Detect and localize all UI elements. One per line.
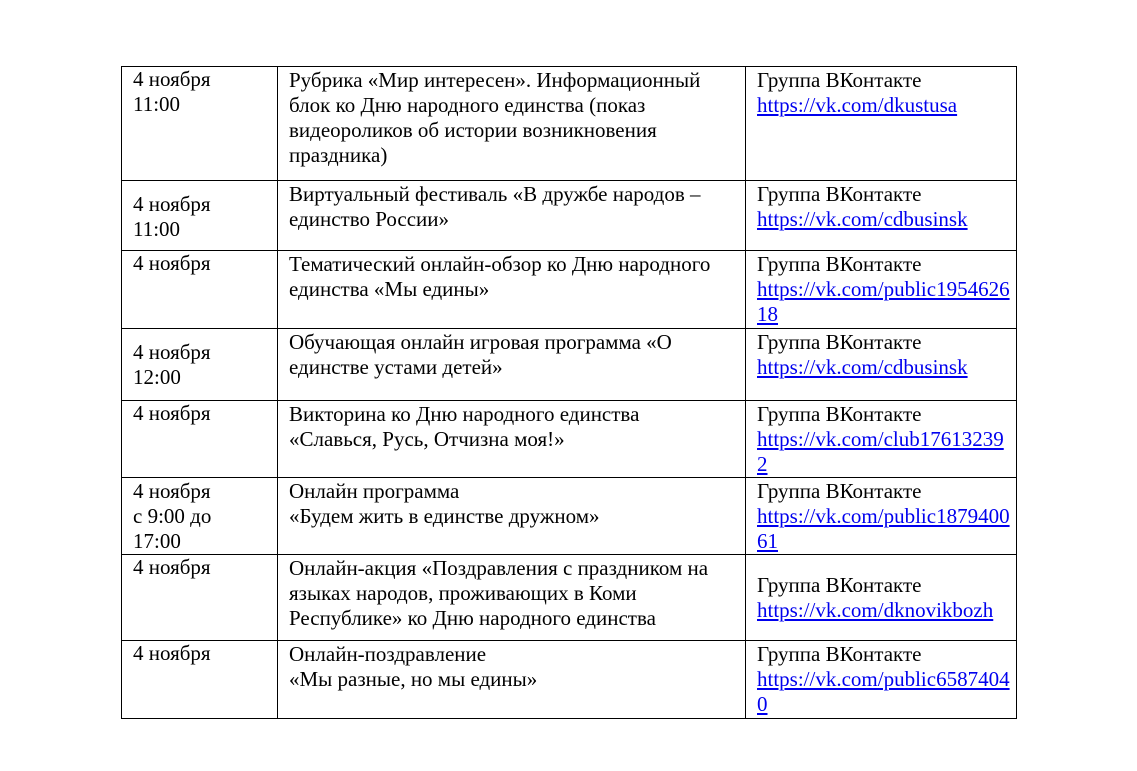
platform-label: Группа ВКонтакте <box>757 330 922 354</box>
vk-group-link[interactable]: https://vk.com/dknovikbozh <box>757 597 994 622</box>
event-description: Виртуальный фестиваль «В дружбе народов – единство России» <box>278 181 746 251</box>
event-location <box>746 555 1017 641</box>
vk-group-link[interactable]: https://vk.com/cdbusinsk <box>757 207 968 231</box>
event-description: Онлайн-акция «Поздравления с праздником на языках народов, проживающих в Коми Республике» ко Дню народного единства <box>278 555 746 641</box>
event-description: Онлайн-поздравление «Мы разные, но мы едины» <box>278 641 746 719</box>
event-location <box>746 251 1017 329</box>
platform-label: Группа ВКонтакте <box>757 68 922 92</box>
table-row <box>122 67 1017 181</box>
table-row <box>122 401 1017 478</box>
platform-label: Группа ВКонтакте <box>757 402 922 426</box>
table-row <box>122 251 1017 329</box>
platform-label: Группа ВКонтакте <box>757 572 922 597</box>
platform-label: Группа ВКонтакте <box>757 252 922 276</box>
event-date: 4 ноября <box>122 555 278 641</box>
event-location <box>746 478 1017 555</box>
table-row <box>122 329 1017 401</box>
events-table <box>121 66 1017 719</box>
event-date: 4 ноября 12:00 <box>122 329 278 401</box>
event-location <box>746 401 1017 478</box>
event-location <box>746 67 1017 181</box>
event-description: Рубрика «Мир интересен». Информационный блок ко Дню народного единства (показ видеороликов об истории возникновения праздника) <box>278 67 746 181</box>
platform-label: Группа ВКонтакте <box>757 182 922 206</box>
event-location <box>746 641 1017 719</box>
event-date: 4 ноября <box>122 401 278 478</box>
event-date: 4 ноября 11:00 <box>122 181 278 251</box>
table-row <box>122 181 1017 251</box>
event-date: 4 ноября 11:00 <box>122 67 278 181</box>
table-row <box>122 478 1017 555</box>
vk-group-link[interactable]: https://vk.com/public195462618 <box>757 277 1010 326</box>
event-description: Обучающая онлайн игровая программа «О единстве устами детей» <box>278 329 746 401</box>
platform-label: Группа ВКонтакте <box>757 642 922 666</box>
table-row <box>122 641 1017 719</box>
event-date: 4 ноября <box>122 251 278 329</box>
vk-group-link[interactable]: https://vk.com/public187940061 <box>757 504 1010 553</box>
vk-group-link[interactable]: https://vk.com/public65874040 <box>757 667 1010 716</box>
table-row <box>122 555 1017 641</box>
event-location <box>746 329 1017 401</box>
event-location <box>746 181 1017 251</box>
vk-group-link[interactable]: https://vk.com/club176132392 <box>757 427 1004 476</box>
vk-group-link[interactable]: https://vk.com/cdbusinsk <box>757 355 968 379</box>
event-description: Тематический онлайн-обзор ко Дню народного единства «Мы едины» <box>278 251 746 329</box>
platform-label: Группа ВКонтакте <box>757 479 922 503</box>
vk-group-link[interactable]: https://vk.com/dkustusa <box>757 93 958 117</box>
event-date: 4 ноября <box>122 641 278 719</box>
event-date: 4 ноября с 9:00 до 17:00 <box>122 478 278 555</box>
event-description: Онлайн программа «Будем жить в единстве дружном» <box>278 478 746 555</box>
event-description: Викторина ко Дню народного единства «Славься, Русь, Отчизна моя!» <box>278 401 746 478</box>
